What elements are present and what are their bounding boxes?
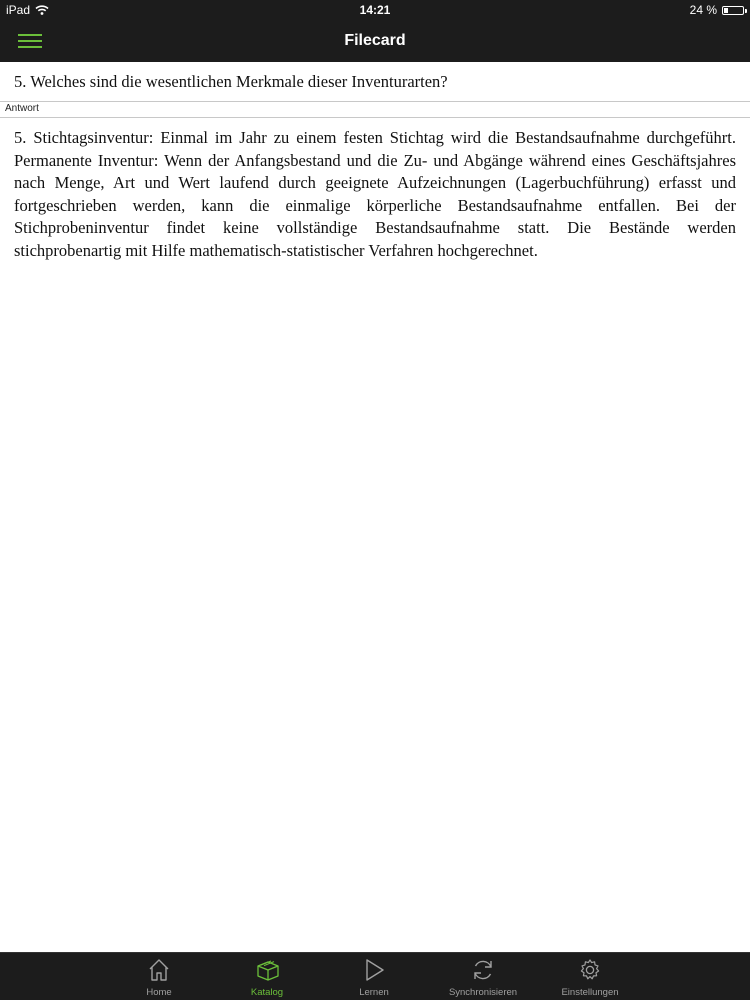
battery-level [724, 8, 728, 13]
tab-home[interactable] [104, 953, 214, 1000]
home-icon [147, 957, 171, 983]
card-answer: 5. Stichtagsinventur: Einmal im Jahr zu einem festen Stichtag wird die Bestandsaufnahme durchgeführt. Permanente Inventur: Wenn der Anfangsbestand und die Zu- und Abgänge während eines Geschäftsjahres nach Menge, Art und Wert laufend durch geeignete Aufzeichnungen (Lagerbuchführung) erfasst und fortgeschrieben werden, kann die einmalige körperliche Bestandsaufnahme entfallen. Bei der Stichprobeninventur findet keine vollständige Bestandsaufnahme statt. Die Bestände werden stichprobenartig mit Hilfe mathematisch-statistischer Verfahren hochgerechnet. [14, 128, 736, 260]
page-title: Filecard [344, 32, 406, 49]
divider [0, 101, 750, 102]
sync-icon [471, 957, 495, 983]
nav-bar [0, 20, 750, 62]
status-bar [0, 0, 750, 20]
battery-percent: 24 % [689, 3, 717, 17]
tab-label: Katalog [250, 987, 284, 998]
tab-synchronisieren[interactable] [428, 953, 538, 1000]
tab-label: Home [146, 987, 172, 998]
play-icon [362, 957, 386, 983]
divider [0, 117, 750, 118]
gear-icon [578, 957, 602, 983]
tab-bar [0, 952, 750, 1000]
tab-katalog[interactable] [212, 953, 322, 1000]
status-right [690, 3, 744, 17]
tab-lernen[interactable] [319, 953, 429, 1000]
tab-label: Einstellungen [561, 987, 619, 998]
card-question: 5. Welches sind die wesentlichen Merkmale dieser Inventurarten? [14, 72, 448, 91]
device-name: iPad [6, 3, 31, 17]
tab-label: Lernen [359, 987, 389, 998]
tab-label: Synchronisieren [448, 987, 518, 998]
tab-einstellungen[interactable] [535, 953, 645, 1000]
catalog-box-icon [255, 957, 281, 983]
battery-icon [722, 6, 744, 15]
status-time: 14:21 [359, 3, 391, 17]
answer-label: Antwort [5, 103, 39, 114]
